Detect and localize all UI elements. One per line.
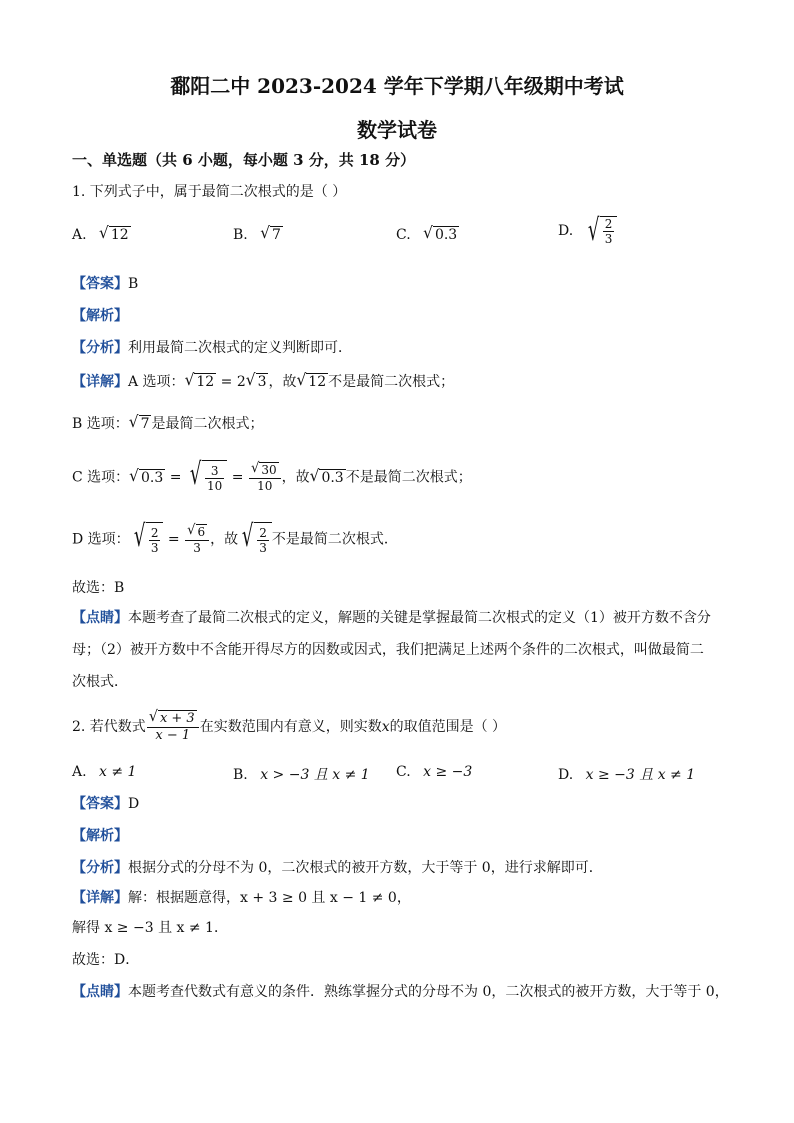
radical: √ 12 bbox=[99, 223, 129, 243]
radical: √ 7 bbox=[260, 223, 281, 243]
radical: √ 0.3 bbox=[129, 466, 164, 486]
denominator: 3 bbox=[604, 232, 613, 246]
q1-option-c[interactable] bbox=[396, 223, 459, 244]
exam-title: 鄱阳二中 2023-2024 学年下学期八年级期中考试 bbox=[170, 74, 624, 98]
xiangjie-tag: 【详解】 bbox=[72, 890, 128, 906]
option-label: D. bbox=[558, 223, 574, 239]
dianjing-text: 本题考查代数式有意义的条件．熟练掌握分式的分母不为 0，二次根式的被开方数，大于等于 0， bbox=[128, 984, 729, 1000]
q2-option-a[interactable] bbox=[72, 764, 136, 780]
option-label: C. bbox=[396, 226, 411, 243]
option-text: x ≠ 1 bbox=[99, 764, 137, 780]
equals-sign: = bbox=[169, 469, 182, 486]
q2-stem bbox=[72, 710, 506, 744]
radicand: 3 bbox=[257, 374, 267, 391]
answer-tag: 【答案】 bbox=[72, 796, 128, 812]
radical: √ $\frac{2}{3}$ bbox=[130, 522, 164, 557]
denominator: 10 bbox=[257, 478, 273, 493]
tail-text: 不是最简二次根式； bbox=[345, 469, 472, 486]
option-text: x ≥ −3 且 x ≠ 1 bbox=[585, 767, 696, 783]
q1-fenxi bbox=[72, 338, 352, 358]
q2-solve: 解得 x ≥ −3 且 x ≠ 1． bbox=[72, 920, 228, 936]
q1-stem: 1. 下列式子中，属于最简二次根式的是（ ） bbox=[72, 184, 347, 200]
q1-option-a[interactable] bbox=[72, 223, 131, 244]
variable: x bbox=[381, 719, 390, 735]
radical: √ $\frac{3}{10}$ bbox=[186, 460, 227, 495]
option-text: x > −3 且 x ≠ 1 bbox=[260, 767, 370, 783]
radicand: 30 bbox=[261, 463, 277, 478]
denominator: 10 bbox=[207, 478, 223, 493]
stem-post: 在实数范围内有意义，则实数 bbox=[199, 719, 382, 735]
option-label: B. bbox=[233, 767, 248, 783]
c-prefix: C 选项： bbox=[72, 469, 130, 486]
q2-option-b[interactable] bbox=[233, 764, 370, 784]
answer-value: B bbox=[128, 276, 139, 292]
numerator: 2 bbox=[150, 525, 159, 540]
mid-text: ，故 bbox=[210, 531, 239, 548]
radical: √ 12 bbox=[296, 370, 327, 391]
radical: √ 12 bbox=[184, 370, 215, 391]
radicand: 12 bbox=[110, 227, 129, 243]
radicand: 6 bbox=[197, 525, 206, 540]
radical: √ $\frac{2}{3}$ bbox=[238, 522, 272, 557]
numerator: 2 bbox=[259, 525, 267, 540]
xiangjie-tag: 【详解】 bbox=[72, 374, 128, 390]
a-prefix: A 选项： bbox=[128, 374, 185, 390]
option-label: D. bbox=[558, 767, 574, 783]
denominator: 3 bbox=[193, 540, 201, 555]
radicand: x + 3 bbox=[159, 711, 195, 727]
mid-text: ，故 bbox=[281, 469, 310, 486]
q1-analysis-tag bbox=[72, 306, 128, 326]
equals-sign: = bbox=[231, 469, 244, 486]
radicand: 12 bbox=[308, 374, 327, 391]
radicand: 7 bbox=[140, 416, 150, 433]
dianjing-tag: 【点睛】 bbox=[72, 984, 128, 1000]
option-label: A. bbox=[72, 764, 87, 780]
q2-option-c[interactable] bbox=[396, 764, 472, 780]
answer-value: D bbox=[128, 796, 140, 812]
denominator: x − 1 bbox=[155, 727, 191, 743]
fraction: √ x + 3 x − 1 bbox=[147, 710, 199, 744]
denominator: 3 bbox=[259, 540, 267, 555]
q1-detail-a bbox=[72, 372, 454, 392]
radicand: 12 bbox=[196, 374, 215, 391]
analysis-tag: 【解析】 bbox=[72, 308, 128, 324]
radical: √ 0.3 bbox=[309, 466, 344, 486]
stem-end: 的取值范围是（ ） bbox=[389, 719, 507, 735]
q1-detail-d bbox=[72, 519, 398, 557]
radicand: 0.3 bbox=[434, 227, 458, 243]
option-label: C. bbox=[396, 764, 411, 780]
radical: √ 3 bbox=[245, 370, 267, 391]
q1-detail-c bbox=[72, 457, 472, 495]
q2-analysis-tag bbox=[72, 826, 128, 846]
tail-text: 不是最简二次根式． bbox=[271, 531, 398, 548]
q1-answer bbox=[72, 274, 138, 294]
q2-xiangjie bbox=[72, 888, 411, 908]
fraction: √ 6 3 bbox=[185, 524, 209, 554]
fraction: √ 30 10 bbox=[249, 462, 281, 492]
q2-dianjing bbox=[72, 982, 729, 1002]
dianjing-text: 本题考查了最简二次根式的定义，解题的关键是掌握最简二次根式的定义（1）被开方数不含分 bbox=[128, 610, 711, 626]
denominator: 3 bbox=[150, 540, 159, 555]
q1-dianjing-l2: 母；（2）被开方数中不含能开得尽方的因数或因式，我们把满足上述两个条件的二次根式，叫做最简二 bbox=[72, 642, 704, 658]
option-label: B. bbox=[233, 226, 248, 243]
q1-choose: 故选：B bbox=[72, 580, 125, 596]
fenxi-text: 根据分式的分母不为 0，二次根式的被开方数，大于等于 0，进行求解即可． bbox=[128, 860, 603, 876]
q2-fenxi bbox=[72, 858, 603, 878]
equals-text: = 2 bbox=[220, 374, 246, 390]
q1-option-b[interactable] bbox=[233, 223, 283, 244]
stem-pre: 2. 若代数式 bbox=[72, 719, 146, 735]
fenxi-text: 利用最简二次根式的定义判断即可． bbox=[128, 340, 352, 356]
section-heading: 一、单选题（共 6 小题，每小题 3 分，共 18 分） bbox=[72, 151, 416, 169]
answer-tag: 【答案】 bbox=[72, 276, 128, 292]
q2-option-d[interactable] bbox=[558, 764, 695, 784]
radical: √ 7 bbox=[128, 412, 150, 433]
q1-dianjing-l3: 次根式． bbox=[72, 674, 128, 690]
radical: √ 0.3 bbox=[423, 223, 458, 243]
equals-sign: = bbox=[167, 531, 180, 548]
radicand: 7 bbox=[272, 227, 281, 243]
numerator: 2 bbox=[604, 217, 613, 231]
q2-answer bbox=[72, 794, 139, 814]
dianjing-tag: 【点睛】 bbox=[72, 610, 128, 626]
analysis-tag: 【解析】 bbox=[72, 828, 128, 844]
q1-option-d[interactable] bbox=[558, 213, 617, 248]
numerator: 3 bbox=[205, 464, 224, 479]
d-prefix: D 选项： bbox=[72, 531, 130, 548]
option-text: x ≥ −3 bbox=[423, 764, 473, 780]
q1-dianjing-l1 bbox=[72, 608, 711, 628]
fenxi-tag: 【分析】 bbox=[72, 860, 128, 876]
q1-detail-b bbox=[72, 414, 263, 434]
q2-choose: 故选：D． bbox=[72, 952, 140, 968]
b-prefix: B 选项： bbox=[72, 416, 129, 432]
tail-text: 是最简二次根式； bbox=[151, 416, 264, 432]
mid-text: ，故 bbox=[268, 374, 297, 390]
option-label: A. bbox=[72, 226, 87, 243]
radical: √ $\frac{2}{3}$ bbox=[584, 216, 618, 246]
radicand: 0.3 bbox=[321, 469, 344, 486]
exam-subtitle: 数学试卷 bbox=[357, 118, 437, 142]
fenxi-tag: 【分析】 bbox=[72, 340, 128, 356]
tail-text: 不是最简二次根式； bbox=[328, 374, 455, 390]
xiangjie-text: 解：根据题意得，x + 3 ≥ 0 且 x − 1 ≠ 0， bbox=[128, 890, 411, 906]
radicand: 0.3 bbox=[140, 469, 164, 486]
